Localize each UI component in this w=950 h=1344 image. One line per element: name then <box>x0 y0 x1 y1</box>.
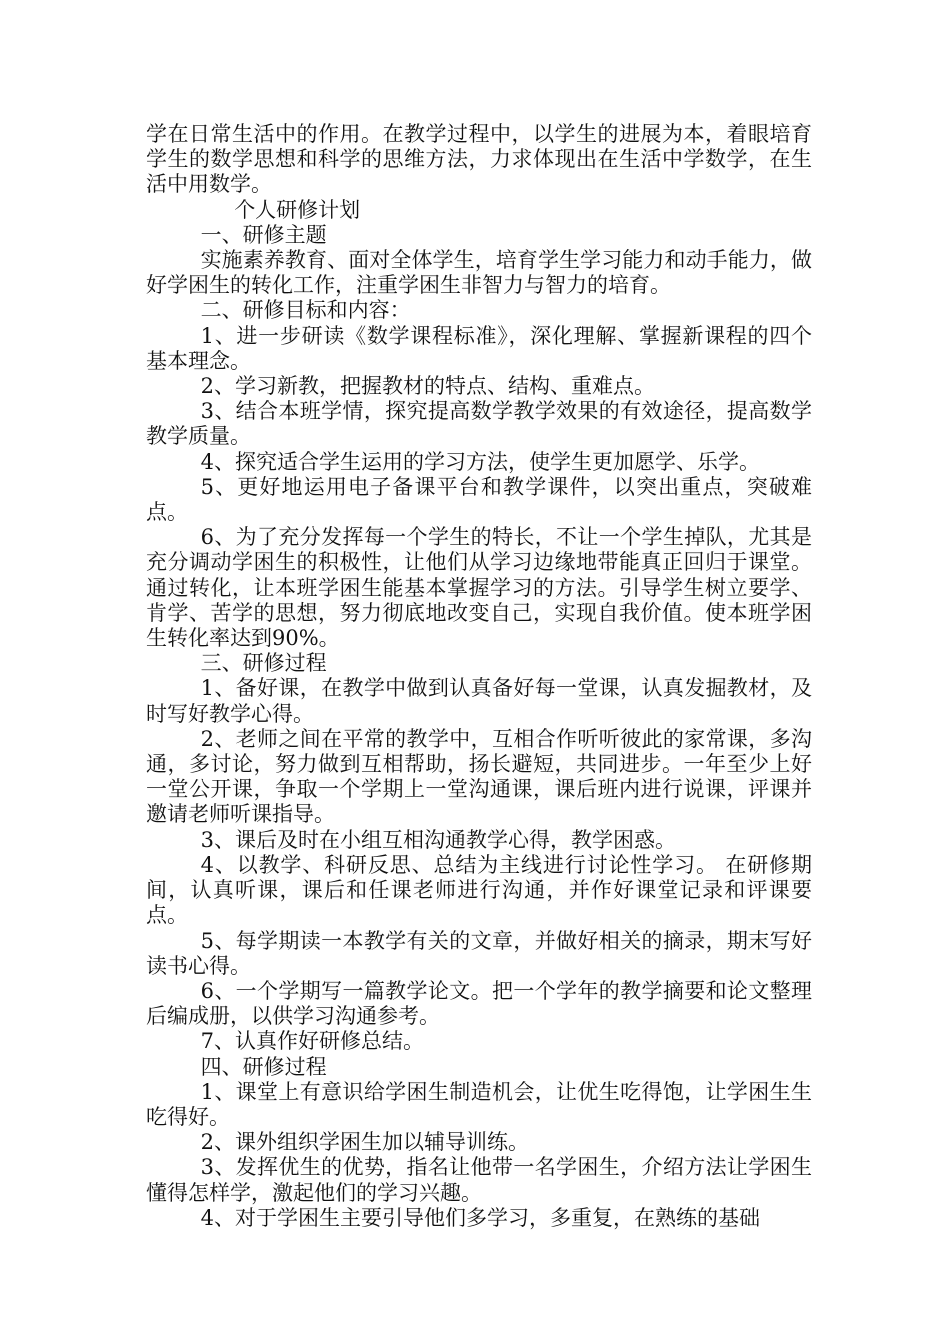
list-item-process-2: 2、老师之间在平常的教学中，互相合作听听彼此的家常课，多沟通，多讨论，努力做到互相帮助，扬长避短，共同进步。一年至少上好一堂公开课，争取一个学期上一堂沟通课，课后班内进行说课，评课并邀请老师听课指导。 <box>146 726 812 827</box>
list-item-process-5: 5、每学期读一本教学有关的文章，并做好相关的摘录，期末写好读书心得。 <box>146 928 812 978</box>
paragraph-theme: 实施素养教育、面对全体学生，培育学生学习能力和动手能力，做好学困生的转化工作，注重学困生非智力与智力的培育。 <box>146 248 812 298</box>
list-item-goal-4: 4、探究适合学生运用的学习方法，使学生更加愿学、乐学。 <box>200 449 760 474</box>
list-item-process-1: 1、备好课，在教学中做到认真备好每一堂课，认真发掘教材，及时写好教学心得。 <box>146 676 812 726</box>
list-item-process-4: 4、以教学、科研反思、总结为主线进行讨论性学习。 在研修期间，认真听课，课后和任课老师进行沟通，并作好课堂记录和评课要点。 <box>146 852 812 928</box>
list-item-goal-2: 2、学习新教，把握教材的特点、结构、重难点。 <box>200 374 655 399</box>
document-body <box>146 122 812 1231</box>
list-item-goal-6: 6、为了充分发挥每一个学生的特长，不让一个学生掉队，尤其是充分调动学困生的积极性，让他们从学习边缘地带能真正回归于课堂。通过转化，让本班学困生能基本掌握学习的方法。引导学生树立要学、肯学、苦学的思想，努力彻底地改变自己，实现自我价值。使本班学困生转化率达到90%。 <box>146 525 812 651</box>
list-item-method-4: 4、对于学困生主要引导他们多学习，多重复，在熟练的基础 <box>200 1205 760 1230</box>
list-item-goal-1: 1、进一步研读《数学课程标准》，深化理解、掌握新课程的四个基本理念。 <box>146 323 812 373</box>
list-item-process-7: 7、认真作好研修总结。 <box>200 1029 424 1054</box>
paragraph-intro-continuation: 学在日常生活中的作用。在教学过程中，以学生的进展为本，着眼培育学生的数学思想和科学的思维方法，力求体现出在生活中学数学，在生活中用数学。 <box>146 122 812 197</box>
section-heading-4: 四、研修过程 <box>200 1054 327 1079</box>
section-heading-3: 三、研修过程 <box>200 651 327 676</box>
list-item-process-6: 6、一个学期写一篇教学论文。把一个学年的教学摘要和论文整理后编成册，以供学习沟通参考。 <box>146 978 812 1029</box>
list-item-method-1: 1、课堂上有意识给学困生制造机会，让优生吃得饱，让学困生生吃得好。 <box>146 1079 812 1129</box>
list-item-goal-5: 5、更好地运用电子备课平台和教学课件，以突出重点，突破难点。 <box>146 474 812 525</box>
list-item-goal-3: 3、结合本班学情，探究提高数学教学效果的有效途径，提高数学教学质量。 <box>146 399 812 449</box>
list-item-method-2: 2、课外组织学困生加以辅导训练。 <box>200 1130 529 1155</box>
section-heading-2: 二、研修目标和内容： <box>200 298 411 323</box>
list-item-method-3: 3、发挥优生的优势，指名让他带一名学困生，介绍方法让学困生懂得怎样学，激起他们的学习兴趣。 <box>146 1155 812 1205</box>
list-item-process-3: 3、课后及时在小组互相沟通教学心得，教学困惑。 <box>200 827 676 852</box>
document-title: 个人研修计划 <box>234 197 361 222</box>
section-heading-1: 一、研修主题 <box>200 222 327 247</box>
